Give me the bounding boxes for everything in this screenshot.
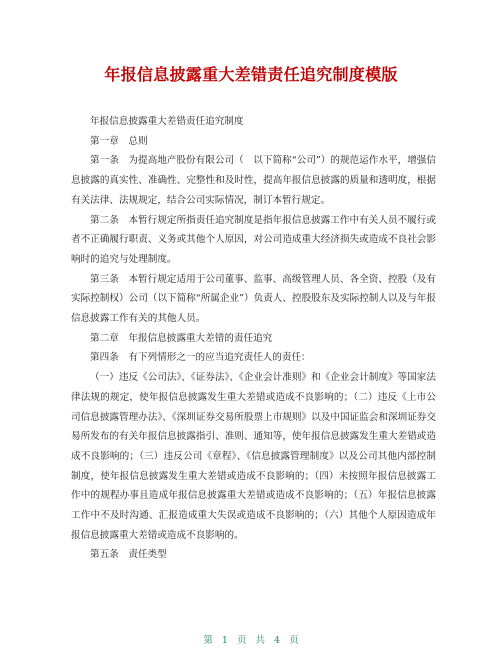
chapter-heading: 第二章 年报信息披露重大差错的责任追究: [90, 332, 273, 344]
subtitle-paragraph: 年报信息披露重大差错责任追究制度: [90, 116, 244, 127]
article-paragraph: （一）违反《公司法》、《证券法》、《企业会计准则》和《企业会计制度》等国家法律法规的规定，使年报信息披露发生重大差错或造成不良影响的；（二）违反《上市公司信息披露管理办法》、《深圳证券交易所股票上市规则》以及中国证监会和深圳证券交易所发布的有关年报信息披露指引、准则、通知等，使年报信息披露发生重大差错或造成不良影响的；（三）违反公司《章程》、《信息披露管理制度》以及公司其他内部控制制度，使年报信息披露发生重大差错或造成不良影响的；（四）未按照年报信息披露工作中的规程办事且造成年报信息披露重大差错或造成不良影响的；（五）年报信息披露工作中不及时沟通、汇报造成重大失误或造成不良影响的；（六）其他个人原因造成年报信息披露重大差错或造成不良影响的。: [71, 372, 436, 541]
article-paragraph: 第一条 为提高地产股份有限公司（ 以下简称“公司”）的规范运作水平，增强信息披露的真实性、准确性、完整性和及时性，提高年报信息披露的质量和透明度，根据有关法律、法规规定，结合公司实际情况，制订本暂行规定。: [71, 155, 436, 206]
article-paragraph: 第四条 有下列情形之一的应当追究责任人的责任：: [90, 352, 311, 364]
chapter-heading: 第一章 总则: [90, 135, 148, 147]
document-body: [71, 112, 436, 565]
page-footer: 第 1 页 共 4 页: [203, 635, 299, 646]
article-paragraph: 第二条 本暂行规定所指责任追究制度是指年报信息披露工作中有关人员不履行或者不正确履行职责、义务或其他个人原因，对公司造成重大经济损失或造成不良社会影响时的追究与处理制度。: [71, 214, 436, 265]
document-title: 年报信息披露重大差错责任追究制度模版: [104, 65, 398, 84]
article-paragraph: 第三条 本暂行规定适用于公司董事、监事、高级管理人员、各全资、控股（及有实际控制权）公司（以下简称“所属企业”）负责人、控股股东及实际控制人以及与年报信息披露工作有关的其他人员。: [71, 273, 436, 325]
article-paragraph: 第五条 责任类型: [90, 549, 167, 561]
